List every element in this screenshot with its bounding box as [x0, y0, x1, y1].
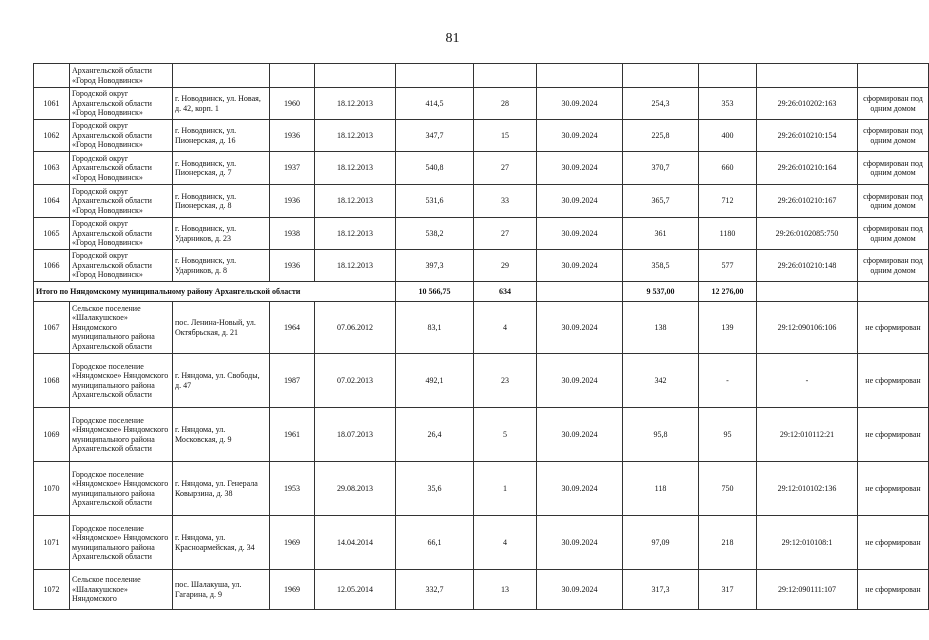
land-status: не сформирован — [858, 302, 929, 354]
resettlement-due-date: 30.09.2024 — [537, 354, 623, 408]
resettlement-area: 370,7 — [623, 152, 699, 185]
residents-count: 5 — [474, 408, 537, 462]
house-address: г. Няндома, ул. Московская, д. 9 — [173, 408, 270, 462]
recognition-date: 29.08.2013 — [315, 462, 396, 516]
total-area: 540,8 — [396, 152, 474, 185]
table-row — [34, 218, 929, 250]
land-status: не сформирован — [858, 354, 929, 408]
recognition-date: 18.12.2013 — [315, 250, 396, 282]
residents-count: 27 — [474, 218, 537, 250]
cadastral-number: 29:12:090106:106 — [757, 302, 858, 354]
house-address: г. Новодвинск, ул. Пионерская, д. 7 — [173, 152, 270, 185]
build-year: 1938 — [270, 218, 315, 250]
empty-cell — [757, 64, 858, 88]
page-number: 81 — [445, 31, 460, 46]
residents-count: 23 — [474, 354, 537, 408]
residents-count: 1 — [474, 462, 537, 516]
municipality-name: Городское поселение «Няндомское» Няндомского муниципального района Архангельской области — [70, 408, 173, 462]
resettlement-due-date: 30.09.2024 — [537, 408, 623, 462]
resettlement-area: 317,3 — [623, 570, 699, 610]
residents-count: 27 — [474, 152, 537, 185]
empty-cell — [858, 64, 929, 88]
residents-count: 29 — [474, 250, 537, 282]
subtotal-row — [34, 282, 929, 302]
recognition-date: 18.12.2013 — [315, 152, 396, 185]
house-address: г. Новодвинск, ул. Пионерская, д. 16 — [173, 120, 270, 152]
table-row — [34, 516, 929, 570]
table-row — [34, 120, 929, 152]
house-address: г. Новодвинск, ул. Пионерская, д. 8 — [173, 185, 270, 218]
resettlement-due-date: 30.09.2024 — [537, 218, 623, 250]
cadastral-number: 29:26:010202:163 — [757, 88, 858, 120]
resettlement-due-date: 30.09.2024 — [537, 462, 623, 516]
resettlement-area: 97,09 — [623, 516, 699, 570]
recognition-date: 07.06.2012 — [315, 302, 396, 354]
build-year: 1969 — [270, 516, 315, 570]
land-area: - — [699, 354, 757, 408]
land-status: сформирован под одним домом — [858, 250, 929, 282]
land-status: не сформирован — [858, 408, 929, 462]
house-address: пос. Шалакуша, ул. Гагарина, д. 9 — [173, 570, 270, 610]
empty-cell — [699, 64, 757, 88]
land-status: сформирован под одним домом — [858, 152, 929, 185]
empty-cell — [270, 64, 315, 88]
resettlement-area: 254,3 — [623, 88, 699, 120]
table-row — [34, 408, 929, 462]
total-area: 397,3 — [396, 250, 474, 282]
resettlement-due-date: 30.09.2024 — [537, 302, 623, 354]
recognition-date: 18.12.2013 — [315, 120, 396, 152]
house-address: г. Новодвинск, ул. Новая, д. 42, корп. 1 — [173, 88, 270, 120]
subtotal-label: Итого по Няндомскому муниципальному району Архангельской области — [34, 282, 396, 302]
row-number: 1069 — [34, 408, 70, 462]
build-year: 1936 — [270, 185, 315, 218]
row-number: 1062 — [34, 120, 70, 152]
row-number: 1066 — [34, 250, 70, 282]
build-year: 1953 — [270, 462, 315, 516]
row-number: 1067 — [34, 302, 70, 354]
municipality-name: Сельское поселение «Шалакушское» Няндомского — [70, 570, 173, 610]
municipality-name: Сельское поселение «Шалакушское» Няндомского муниципального района Архангельской области — [70, 302, 173, 354]
house-address: пос. Ленина-Новый, ул. Октябрьская, д. 21 — [173, 302, 270, 354]
land-area: 353 — [699, 88, 757, 120]
total-area: 83,1 — [396, 302, 474, 354]
table-row — [34, 152, 929, 185]
subtotal-area: 10 566,75 — [396, 282, 474, 302]
cadastral-number: 29:12:010108:1 — [757, 516, 858, 570]
cadastral-number: 29:26:010210:167 — [757, 185, 858, 218]
total-area: 414,5 — [396, 88, 474, 120]
empty-cell — [315, 64, 396, 88]
residents-count: 33 — [474, 185, 537, 218]
recognition-date: 14.04.2014 — [315, 516, 396, 570]
total-area: 531,6 — [396, 185, 474, 218]
recognition-date: 18.12.2013 — [315, 185, 396, 218]
municipality-name: Городское поселение «Няндомское» Няндомского муниципального района Архангельской области — [70, 462, 173, 516]
house-address: г. Няндома, ул. Генерала Ковырзина, д. 38 — [173, 462, 270, 516]
municipality-name: Городской округ Архангельской области «Город Новодвинск» — [70, 250, 173, 282]
empty-cell — [537, 64, 623, 88]
resettlement-due-date: 30.09.2024 — [537, 120, 623, 152]
build-year: 1969 — [270, 570, 315, 610]
municipality-name: Городское поселение «Няндомское» Няндомского муниципального района Архангельской области — [70, 354, 173, 408]
land-area: 1180 — [699, 218, 757, 250]
empty-cell — [623, 64, 699, 88]
land-area: 317 — [699, 570, 757, 610]
total-area: 492,1 — [396, 354, 474, 408]
build-year: 1960 — [270, 88, 315, 120]
row-number: 1064 — [34, 185, 70, 218]
empty-cell — [757, 282, 858, 302]
land-area: 218 — [699, 516, 757, 570]
build-year: 1987 — [270, 354, 315, 408]
resettlement-area: 365,7 — [623, 185, 699, 218]
total-area: 332,7 — [396, 570, 474, 610]
resettlement-due-date: 30.09.2024 — [537, 88, 623, 120]
land-area: 750 — [699, 462, 757, 516]
resettlement-area: 342 — [623, 354, 699, 408]
build-year: 1964 — [270, 302, 315, 354]
cadastral-number: 29:26:010210:164 — [757, 152, 858, 185]
row-number: 1068 — [34, 354, 70, 408]
cadastral-number: 29:26:010210:154 — [757, 120, 858, 152]
resettlement-due-date: 30.09.2024 — [537, 185, 623, 218]
subtotal-resettlement-area: 9 537,00 — [623, 282, 699, 302]
land-status: сформирован под одним домом — [858, 120, 929, 152]
land-status: не сформирован — [858, 516, 929, 570]
cadastral-number: 29:12:010112:21 — [757, 408, 858, 462]
municipality-name: Архангельской области «Город Новодвинск» — [70, 64, 173, 88]
resettlement-area: 225,8 — [623, 120, 699, 152]
build-year: 1936 — [270, 250, 315, 282]
row-number: 1063 — [34, 152, 70, 185]
resettlement-area: 361 — [623, 218, 699, 250]
cadastral-number: 29:12:010102:136 — [757, 462, 858, 516]
empty-cell — [858, 282, 929, 302]
subtotal-land-area: 12 276,00 — [699, 282, 757, 302]
table-row — [34, 462, 929, 516]
residents-count: 4 — [474, 516, 537, 570]
land-area: 660 — [699, 152, 757, 185]
total-area: 66,1 — [396, 516, 474, 570]
land-status: не сформирован — [858, 462, 929, 516]
residents-count: 28 — [474, 88, 537, 120]
house-address: г. Новодвинск, ул. Ударников, д. 23 — [173, 218, 270, 250]
residents-count: 15 — [474, 120, 537, 152]
total-area: 538,2 — [396, 218, 474, 250]
land-status: не сформирован — [858, 570, 929, 610]
resettlement-area: 118 — [623, 462, 699, 516]
table-row-continuation — [34, 64, 929, 88]
cadastral-number: 29:26:010210:148 — [757, 250, 858, 282]
house-address: г. Новодвинск, ул. Ударников, д. 8 — [173, 250, 270, 282]
empty-cell — [173, 64, 270, 88]
row-number: 1061 — [34, 88, 70, 120]
resettlement-due-date: 30.09.2024 — [537, 570, 623, 610]
land-status: сформирован под одним домом — [858, 88, 929, 120]
total-area: 26,4 — [396, 408, 474, 462]
land-status: сформирован под одним домом — [858, 185, 929, 218]
row-number: 1065 — [34, 218, 70, 250]
residents-count: 13 — [474, 570, 537, 610]
table-row — [34, 302, 929, 354]
cadastral-number: 29:26:0102085:750 — [757, 218, 858, 250]
land-area: 95 — [699, 408, 757, 462]
table-row — [34, 185, 929, 218]
resettlement-due-date: 30.09.2024 — [537, 152, 623, 185]
table-row — [34, 570, 929, 610]
build-year: 1937 — [270, 152, 315, 185]
residents-count: 4 — [474, 302, 537, 354]
build-year: 1961 — [270, 408, 315, 462]
table-row — [34, 354, 929, 408]
municipality-name: Городской округ Архангельской области «Город Новодвинск» — [70, 185, 173, 218]
table-body — [34, 64, 929, 610]
table-row — [34, 250, 929, 282]
empty-cell — [396, 64, 474, 88]
housing-registry-table — [33, 63, 929, 610]
recognition-date: 18.12.2013 — [315, 88, 396, 120]
land-status: сформирован под одним домом — [858, 218, 929, 250]
resettlement-area: 138 — [623, 302, 699, 354]
land-area: 139 — [699, 302, 757, 354]
row-number: 1071 — [34, 516, 70, 570]
resettlement-area: 95,8 — [623, 408, 699, 462]
house-address: г. Няндома, ул. Свободы, д. 47 — [173, 354, 270, 408]
land-area: 577 — [699, 250, 757, 282]
total-area: 347,7 — [396, 120, 474, 152]
total-area: 35,6 — [396, 462, 474, 516]
municipality-name: Городской округ Архангельской области «Город Новодвинск» — [70, 88, 173, 120]
municipality-name: Городской округ Архангельской области «Город Новодвинск» — [70, 120, 173, 152]
empty-cell — [537, 282, 623, 302]
recognition-date: 07.02.2013 — [315, 354, 396, 408]
row-number — [34, 64, 70, 88]
municipality-name: Городской округ Архангельской области «Город Новодвинск» — [70, 218, 173, 250]
house-address: г. Няндома, ул. Красноармейская, д. 34 — [173, 516, 270, 570]
row-number: 1070 — [34, 462, 70, 516]
land-area: 712 — [699, 185, 757, 218]
recognition-date: 18.07.2013 — [315, 408, 396, 462]
subtotal-residents: 634 — [474, 282, 537, 302]
resettlement-area: 358,5 — [623, 250, 699, 282]
resettlement-due-date: 30.09.2024 — [537, 516, 623, 570]
recognition-date: 12.05.2014 — [315, 570, 396, 610]
resettlement-due-date: 30.09.2024 — [537, 250, 623, 282]
row-number: 1072 — [34, 570, 70, 610]
table-row — [34, 88, 929, 120]
build-year: 1936 — [270, 120, 315, 152]
municipality-name: Городской округ Архангельской области «Город Новодвинск» — [70, 152, 173, 185]
cadastral-number: - — [757, 354, 858, 408]
land-area: 400 — [699, 120, 757, 152]
empty-cell — [474, 64, 537, 88]
recognition-date: 18.12.2013 — [315, 218, 396, 250]
cadastral-number: 29:12:090111:107 — [757, 570, 858, 610]
municipality-name: Городское поселение «Няндомское» Няндомского муниципального района Архангельской области — [70, 516, 173, 570]
